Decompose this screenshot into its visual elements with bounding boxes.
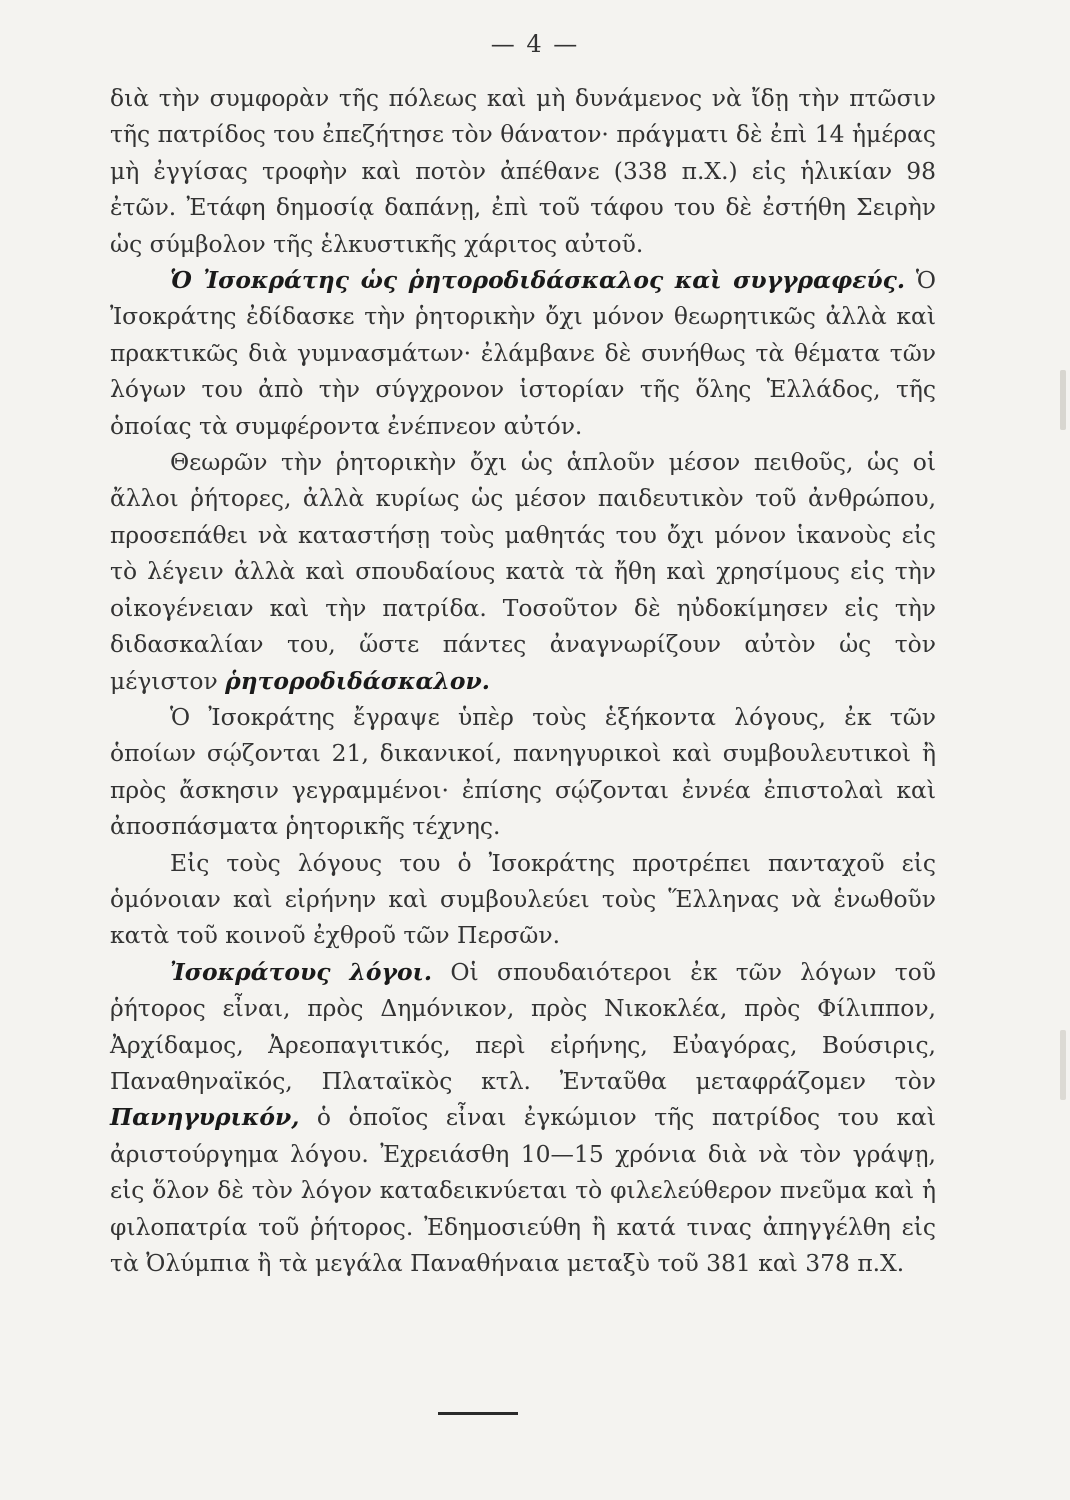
emphasis-panegyrikon: Πανηγυρικόν, — [110, 1103, 300, 1132]
margin-smudge — [1060, 370, 1066, 430]
body-text — [110, 80, 936, 1281]
paragraph-rhetoric-text: Θεωρῶν τὴν ῥητορικὴν ὄχι ὡς ἁπλοῦν μέσον πειθοῦς, ὡς οἱ ἄλλοι ῥήτορες, ἀλλὰ κυρίως ὡς μέσον παιδευτικὸν τοῦ ἀνθρώπου, προσεπάθει νὰ καταστήσῃ τοὺς μαθητάς του ὄχι μόνον ἱκανοὺς εἰς τὸ λέγειν ἀλλὰ καὶ σπουδαίους κατὰ τὰ ἤθη καὶ χρησίμους εἰς τὴν οἰκογένειαν καὶ τὴν πατρίδα. Τοσοῦτον δὲ ηὐδοκίμησεν εἰς τὴν διδασκαλίαν του, ὥστε πάντες ἀναγνωρίζουν αὐτὸν ὡς τὸν μέγιστον — [110, 448, 936, 695]
paragraph-works-count: Ὁ Ἰσοκράτης ἔγραψε ὑπὲρ τοὺς ἑξήκοντα λόγους, ἐκ τῶν ὁποίων σῴζονται 21, δικανικοί, πανηγυρικοὶ καὶ συμβουλευτικοὶ ἢ πρὸς ἄσκησιν γεγραμμένοι· ἐπίσης σῴζονται ἐννέα ἐπιστολαὶ καὶ ἀποσπάσματα ῥητορικῆς τέχνης. — [110, 702, 936, 841]
paragraph-speeches-text-b: ὁ ὁποῖος εἶναι ἐγκώμιον τῆς πατρίδος του καὶ ἀριστούργημα λόγου. Ἐχρειάσθη 10—15 χρόνια διὰ νὰ τὸν γράψῃ, εἰς ὅλον δὲ τὸν λόγον καταδεικνύεται τὸ φιλελεύθερον πνεῦμα καὶ ἡ φιλοπατρία τοῦ ῥήτορος. Ἐδημοσιεύθη ἢ κατά τινας ἀπηγγέλθη εἰς τὰ Ὀλύμπια ἢ τὰ μεγάλα Παναθήναια μεταξὺ τοῦ 381 καὶ 378 π.Χ. — [110, 1103, 936, 1277]
paragraph-rhetoric-view — [110, 444, 936, 699]
paragraph-unity: Εἰς τοὺς λόγους του ὁ Ἰσοκράτης προτρέπει πανταχοῦ εἰς ὁμόνοιαν καὶ εἰρήνην καὶ συμβουλεύει τοὺς Ἕλληνας νὰ ἑνωθοῦν κατὰ τοῦ κοινοῦ ἐχθροῦ τῶν Περσῶν. — [110, 848, 936, 950]
paragraph-teacher-text: Ὁ Ἰσοκράτης ἐδίδασκε τὴν ῥητορικὴν ὄχι μόνον θεωρητικῶς ἀλλὰ καὶ πρακτικῶς διὰ γυμνασμάτων· ἐλάμβανε δὲ συνήθως τὰ θέματα τῶν λόγων του ἀπὸ τὴν σύγχρονον ἱστορίαν τῆς ὅλης Ἑλλάδος, τῆς ὁποίας τὰ συμφέροντα ἐνέπνεον αὐτόν. — [110, 266, 936, 440]
paragraph-speeches — [110, 954, 936, 1282]
margin-smudge-lower — [1060, 1030, 1066, 1100]
paragraph-death: διὰ τὴν συμφορὰν τῆς πόλεως καὶ μὴ δυνάμενος νὰ ἴδῃ τὴν πτῶσιν τῆς πατρίδος του ἐπεζήτησε τὸν θάνατον· πράγματι δὲ ἐπὶ 14 ἡμέρας μὴ ἐγγίσας τροφὴν καὶ ποτὸν ἀπέθανε (338 π.Χ.) εἰς ἡλικίαν 98 ἐτῶν. Ἐτάφη δημοσίᾳ δαπάνῃ, ἐπὶ τοῦ τάφου του δὲ ἐστήθη Σειρὴν ὡς σύμβολον τῆς ἑλκυστικῆς χάριτος αὐτοῦ. — [110, 84, 936, 258]
page-number: — 4 — — [490, 30, 580, 58]
paragraph-speeches-text-a: Οἱ σπουδαιότεροι ἐκ τῶν λόγων τοῦ ῥήτορος εἶναι, πρὸς Δημόνικον, πρὸς Νικοκλέα, πρὸς Φίλιππον, Ἀρχίδαμος, Ἀρεοπαγιτικός, περὶ εἰρήνης, Εὐαγόρας, Βούσιρις, Παναθηναϊκός, Πλαταϊκὸς κτλ. Ἐνταῦθα μεταφράζομεν τὸν — [110, 957, 937, 1095]
emphasis-rhetorodidaskalos: ῥητοροδιδάσκαλον. — [225, 666, 490, 695]
section-heading-teacher: Ὁ Ἰσοκράτης ὡς ῥητοροδιδάσκαλος καὶ συγγραφεύς. — [170, 266, 906, 295]
section-heading-speeches: Ἰσοκράτους λόγοι. — [170, 957, 433, 986]
paragraph-teacher-writer — [110, 262, 936, 444]
end-rule — [438, 1412, 518, 1415]
